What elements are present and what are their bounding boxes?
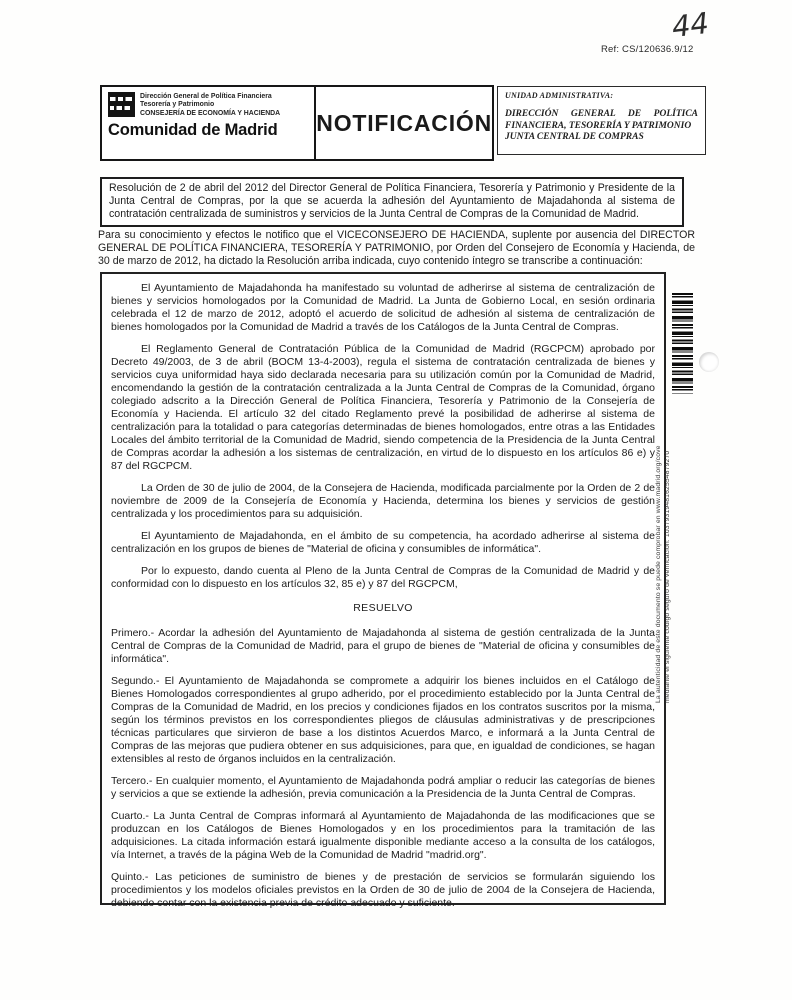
department-lines (140, 91, 280, 118)
administrative-unit-label: UNIDAD ADMINISTRATIVA: (505, 91, 614, 100)
resolution-item: Quinto.- Las peticiones de suministro de bienes y de prestación de servicios se formularán siguiendo los procedimientos y los modelos oficiales previstos en la Orden de 30 de julio de 2004 de la Consejera de Hacienda, debiendo contar con la existencia previa de crédito adecuado y suficiente. (111, 871, 655, 909)
logo-cell (102, 87, 316, 159)
department-line: CONSEJERÍA DE ECONOMÍA Y HACIENDA (140, 109, 281, 117)
comunidad-de-madrid-flag-icon (108, 92, 135, 117)
header-title-box (100, 85, 494, 161)
administrative-unit-box (497, 86, 706, 155)
hole-punch (699, 352, 719, 372)
body-paragraph: La Orden de 30 de julio de 2004, de la Consejera de Hacienda, modificada parcialmente por la Orden de 2 de noviembre de 2009 de la Consejería de Economía y Hacienda, determina los bienes y servicios de gestión centralizada y los procedimientos para su adquisición. (111, 482, 655, 520)
body-paragraph: El Ayuntamiento de Majadahonda ha manifestado su voluntad de adherirse al sistema de centralización de bienes y servicios homologados por la Comunidad de Madrid. La Junta de Gobierno Local, en sesión ordinaria celebrada el 12 de marzo de 2012, adoptó el acuerdo de solicitud de adhesión al sistema de centralización de bienes homologados por la Comunidad de Madrid a través de los Catálogos de la Junta Central de Compras. (111, 282, 655, 333)
resolution-item: Primero.- Acordar la adhesión del Ayuntamiento de Majadahonda al sistema de gestión centralizada de la Junta Central de Compras de la Comunidad de Madrid, para el grupo de bienes de "Material de oficina y consumibles de informática". (111, 627, 655, 665)
resolution-item: Segundo.- El Ayuntamiento de Majadahonda se compromete a adquirir los bienes incluidos en el Catálogo de Bienes Homologados correspondientes al grupo adherido, por el procedimiento establecido por la Junta Central de Compras de la Comunidad de Madrid, en los precios y condiciones fijados en los contratos suscritos por la misma, según los términos previstos en los correspondientes pliegos de cláusulas administrativas y de prescripciones técnicas particulares que sirvieron de base a los distintos Acuerdos Marco, e informará a la Junta Central de Compras de las mejoras que pudiera obtener en sus adquisiciones, para que, en igualdad de condiciones, se hagan extensibles al resto de órganos incluidos en la centralización. (111, 675, 655, 765)
department-line: Dirección General de Política Financiera (140, 93, 272, 100)
body-paragraph: El Reglamento General de Contratación Pública de la Comunidad de Madrid (RGCPCM) aprobado por Decreto 49/2003, de 3 de abril (BOCM 13-4-2003), regula el sistema de contratación centralizada de bienes y servicios cuya uniformidad haya sido declarada necesaria para su utilización común por la Comunidad de Madrid, encomendando la gestión de la contratación centralizada a la Junta Central de Compras de la Comunidad, órgano colegiado adscrito a la Dirección General de Política Financiera, Tesorería y Patrimonio de la Consejería de Economía y Hacienda. El artículo 32 del citado Reglamento prevé la posibilidad de adherirse al sistema de centralización para la totalidad o para categorías determinadas de bienes homologados, entre otras a las Entidades Locales del ámbito territorial de la Comunidad de Madrid, siendo competencia de la Presidencia de la Junta Central de Compras acordar la adhesión a los sistemas de centralización, en virtud de lo dispuesto en los artículos 86 e) y 87 del RGCPCM. (111, 343, 655, 472)
document-title: NOTIFICACIÓN (316, 109, 492, 136)
title-cell (316, 87, 492, 159)
department-line: Tesorería y Patrimonio (140, 101, 215, 109)
brand-wordmark: Comunidad de Madrid (108, 121, 278, 140)
resolution-item: Tercero.- En cualquier momento, el Ayuntamiento de Majadahonda podrá ampliar o reducir las categorías de bienes y servicios a que se extiende la adhesión, previa comunicación a la Presidencia de la Junta Central de Compras. (111, 775, 655, 800)
resuelvo-heading: RESUELVO (353, 602, 413, 614)
verification-text-line1: La autenticidad de este documento se puede comprobar en www.madrid.org/cove (655, 445, 662, 703)
resolution-summary-box: Resolución de 2 de abril del 2012 del Director General de Política Financiera, Tesorería y Patrimonio y Presidente de la Junta Central de Compras, por la que se acuerda la adhesión del Ayuntamiento de Majadahonda al sistema de contratación centralizada de suministros y servicios de la Junta Central de Compras de la Comunidad de Madrid. (100, 177, 684, 227)
body-paragraph: Por lo expuesto, dando cuenta al Pleno de la Junta Central de Compras de la Comunidad de Madrid y de conformidad con lo dispuesto en los artículos 32, 85 e) y 87 del RGCPCM, (111, 565, 655, 590)
body-paragraph: El Ayuntamiento de Majadahonda, en el ámbito de su competencia, ha acordado adherirse al sistema de centralización en los grupos de bienes de "Material de oficina y consumibles de informática". (111, 530, 655, 555)
notification-intro-paragraph: Para su conocimiento y efectos le notifico que el VICECONSEJERO DE HACIENDA, suplente por ausencia del DIRECTOR GENERAL DE POLÍTICA FINANCIERA, TESORERÍA Y PATRIMONIO, por Orden del Consejero de Economía y Hacienda, de 30 de marzo de 2012, ha dictado la Resolución arriba indicada, cuyo contenido íntegro se transcribe a continuación: (98, 229, 695, 268)
resolution-body-box (100, 272, 666, 909)
administrative-unit-subname: JUNTA CENTRAL DE COMPRAS (505, 132, 644, 142)
resolution-item: Cuarto.- La Junta Central de Compras informará al Ayuntamiento de Majadahonda de las modificaciones que se produzcan en los Catálogos de Bienes Homologados y en los procedimientos para la tramitación de las adquisiciones. La citada información estará igualmente disponible mediante acceso a la consulta de los catálogos, vía Internet, a través de la página Web de la Comunidad de Madrid "madrid.org". (111, 810, 655, 861)
administrative-unit-name: DIRECCIÓN GENERAL DE POLÍTICA FINANCIERA, TESORERÍA Y PATRIMONIO (505, 109, 698, 131)
reference-number: Ref: CS/120636.9/12 (601, 44, 694, 55)
verification-text-line2: mediante el siguiente código seguro de verificación: 1037931948162554879270 (664, 450, 671, 703)
handwritten-annotation: 44 (670, 5, 711, 45)
verification-barcode (672, 293, 693, 394)
